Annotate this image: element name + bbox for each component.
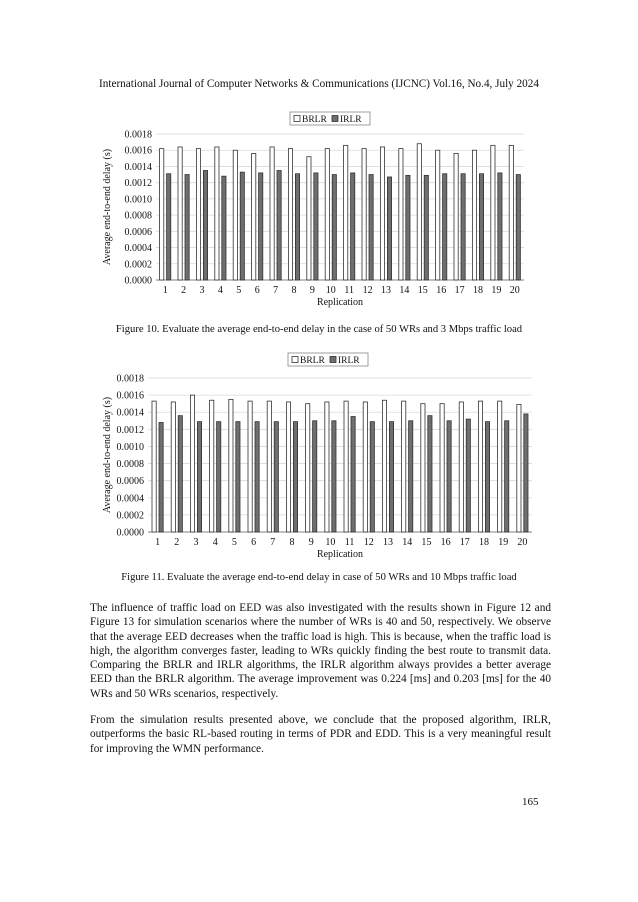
x-tick-label: 2 — [181, 285, 187, 296]
y-tick-label: 0.0016 — [124, 145, 152, 157]
x-tick-label: 10 — [325, 537, 336, 548]
y-tick-label: 0.0018 — [124, 129, 152, 141]
bar-irlr — [255, 422, 259, 532]
page-number: 165 — [522, 796, 539, 808]
y-tick-label: 0.0018 — [116, 373, 144, 385]
x-tick-label: 14 — [402, 537, 413, 548]
x-tick-label: 15 — [421, 537, 432, 548]
bar-irlr — [185, 175, 189, 280]
bar-irlr — [332, 421, 336, 532]
x-tick-label: 20 — [517, 537, 528, 548]
bar-irlr — [293, 422, 297, 532]
legend-label-irlr: IRLR — [340, 115, 362, 125]
bar-brlr — [210, 400, 214, 532]
legend-swatch-brlr — [294, 116, 300, 122]
x-tick-label: 8 — [289, 537, 295, 548]
bar-brlr — [417, 144, 421, 280]
bar-irlr — [332, 175, 336, 280]
x-tick-label: 14 — [399, 285, 410, 296]
bar-brlr — [436, 150, 440, 280]
bar-brlr — [399, 149, 403, 280]
bar-irlr — [466, 419, 470, 532]
bar-irlr — [222, 176, 226, 280]
bar-brlr — [248, 401, 252, 532]
bar-irlr — [314, 173, 318, 280]
legend-swatch-irlr — [330, 357, 336, 363]
x-tick-label: 15 — [417, 285, 428, 296]
x-tick-label: 1 — [155, 537, 161, 548]
bar-brlr — [472, 150, 476, 280]
bar-brlr — [344, 401, 348, 532]
x-tick-label: 13 — [383, 537, 393, 548]
bar-irlr — [485, 422, 489, 532]
bar-brlr — [190, 395, 194, 532]
x-tick-label: 6 — [251, 537, 257, 548]
bar-brlr — [498, 401, 502, 532]
y-tick-label: 0.0000 — [116, 527, 144, 539]
legend-label-irlr: IRLR — [338, 356, 360, 366]
bar-irlr — [409, 421, 413, 532]
x-tick-label: 17 — [454, 285, 465, 296]
bar-irlr — [516, 175, 520, 280]
bar-irlr — [351, 173, 355, 280]
bar-brlr — [229, 399, 233, 532]
bar-brlr — [509, 145, 513, 280]
bar-irlr — [406, 175, 410, 280]
bar-irlr — [167, 174, 171, 280]
bar-brlr — [160, 149, 164, 280]
y-tick-label: 0.0004 — [116, 493, 144, 505]
bar-irlr — [277, 171, 281, 281]
bar-brlr — [454, 153, 458, 280]
x-tick-label: 16 — [440, 537, 451, 548]
x-tick-label: 12 — [362, 285, 373, 296]
bar-irlr — [424, 175, 428, 280]
bar-brlr — [380, 147, 384, 280]
x-tick-label: 16 — [436, 285, 447, 296]
bar-brlr — [440, 404, 444, 532]
x-tick-label: 17 — [459, 537, 470, 548]
bar-irlr — [159, 422, 163, 532]
y-axis-label: Average end-to-end delay (s) — [102, 396, 113, 514]
y-tick-label: 0.0012 — [124, 178, 152, 190]
bar-irlr — [428, 416, 432, 532]
bar-irlr — [351, 417, 355, 533]
bar-irlr — [236, 422, 240, 532]
bar-brlr — [491, 145, 495, 280]
y-tick-label: 0.0006 — [124, 226, 152, 238]
y-tick-label: 0.0008 — [124, 210, 152, 222]
x-tick-label: 11 — [344, 537, 355, 548]
bar-irlr — [447, 421, 451, 532]
figure-10-svg — [100, 108, 536, 312]
results-paragraph: The influence of traffic load on EED was also investigated with the results shown in Figure 12 and Figure 13 for simulation scenarios where the number of WRs is 40 and 50, respectively. We observe that the average EED decreases when the traffic load is high. This is because, when the traffic load is high, the algorithm converges faster, leading to WRs quickly finding the best route to transmit data. Comparing the BRLR and IRLR algorithms, the IRLR algorithm always provides a better average EED than the BRLR algorithm. The average improvement was 0.224 [ms] and 0.203 [ms] for the 40 WRs and 50 WRs scenarios, respectively. — [90, 602, 551, 700]
bar-irlr — [370, 422, 374, 532]
bar-irlr — [369, 175, 373, 280]
x-tick-label: 18 — [479, 537, 489, 548]
bar-brlr — [171, 402, 175, 532]
x-tick-label: 7 — [273, 285, 279, 296]
x-tick-label: 9 — [308, 537, 314, 548]
x-tick-label: 3 — [193, 537, 199, 548]
bar-irlr — [313, 421, 317, 532]
x-tick-label: 19 — [498, 537, 509, 548]
x-tick-label: 4 — [217, 285, 223, 296]
bar-irlr — [203, 171, 207, 281]
bar-irlr — [178, 416, 182, 532]
conclusion-paragraph: From the simulation results presented above, we conclude that the proposed algorithm, IRLR, outperforms the basic RL-based routing in terms of PDR and EDD. This is a very meaningful result for improving the WMN performance. — [90, 714, 551, 755]
y-tick-label: 0.0012 — [116, 424, 144, 436]
legend-label-brlr: BRLR — [300, 356, 325, 366]
x-tick-label: 3 — [199, 285, 205, 296]
bar-brlr — [267, 401, 271, 532]
bar-brlr — [270, 147, 274, 280]
bar-brlr — [288, 149, 292, 280]
y-tick-label: 0.0008 — [116, 459, 144, 471]
figure-11-caption: Figure 11. Evaluate the average end-to-end delay in case of 50 WRs and 10 Mbps traffic load — [121, 572, 517, 583]
x-tick-label: 20 — [509, 285, 520, 296]
bar-brlr — [325, 402, 329, 532]
x-tick-label: 1 — [162, 285, 168, 296]
x-axis-label: Replication — [316, 549, 364, 560]
bar-brlr — [307, 157, 311, 280]
bar-brlr — [402, 401, 406, 532]
x-tick-label: 5 — [236, 285, 242, 296]
journal-header: International Journal of Computer Networks & Communications (IJCNC) Vol.16, No.4, July 2024 — [99, 78, 539, 90]
x-tick-label: 4 — [212, 537, 218, 548]
bar-brlr — [517, 405, 521, 532]
legend-swatch-irlr — [332, 116, 338, 122]
bar-brlr — [215, 147, 219, 280]
y-tick-label: 0.0000 — [124, 275, 152, 287]
y-axis-label: Average end-to-end delay (s) — [102, 148, 113, 266]
figure-10-chart — [100, 108, 536, 312]
x-tick-label: 10 — [325, 285, 336, 296]
bar-irlr — [295, 174, 299, 280]
y-tick-label: 0.0014 — [124, 161, 152, 173]
x-tick-label: 2 — [174, 537, 180, 548]
x-tick-label: 7 — [270, 537, 276, 548]
x-tick-label: 5 — [231, 537, 237, 548]
y-tick-label: 0.0002 — [124, 259, 152, 271]
bar-irlr — [274, 422, 278, 532]
bar-irlr — [389, 422, 393, 532]
bar-brlr — [478, 401, 482, 532]
bar-irlr — [387, 177, 391, 280]
bar-irlr — [217, 422, 221, 532]
bar-irlr — [498, 173, 502, 280]
bar-brlr — [252, 153, 256, 280]
x-tick-label: 9 — [309, 285, 315, 296]
legend-label-brlr: BRLR — [302, 115, 327, 125]
bar-brlr — [421, 404, 425, 532]
bar-brlr — [286, 402, 290, 532]
bar-irlr — [240, 172, 244, 280]
y-tick-label: 0.0010 — [124, 194, 152, 206]
bar-brlr — [459, 402, 463, 532]
y-tick-label: 0.0014 — [116, 407, 144, 419]
bar-irlr — [461, 174, 465, 280]
x-tick-label: 8 — [291, 285, 297, 296]
bar-irlr — [524, 414, 528, 532]
bar-brlr — [344, 145, 348, 280]
x-tick-label: 18 — [473, 285, 483, 296]
y-tick-label: 0.0002 — [116, 510, 144, 522]
figure-11-chart — [100, 350, 536, 562]
x-tick-label: 12 — [363, 537, 374, 548]
x-axis-label: Replication — [316, 297, 364, 308]
figure-11-svg — [100, 350, 536, 562]
y-tick-label: 0.0016 — [116, 390, 144, 402]
bar-brlr — [362, 149, 366, 280]
x-tick-label: 13 — [381, 285, 391, 296]
bar-irlr — [197, 422, 201, 532]
bar-brlr — [178, 147, 182, 280]
bar-brlr — [196, 149, 200, 280]
bar-brlr — [152, 401, 156, 532]
legend-swatch-brlr — [292, 357, 298, 363]
x-tick-label: 6 — [254, 285, 260, 296]
bar-brlr — [233, 150, 237, 280]
bar-brlr — [325, 149, 329, 280]
bar-irlr — [505, 421, 509, 532]
y-tick-label: 0.0010 — [116, 441, 144, 453]
bar-brlr — [363, 402, 367, 532]
bar-irlr — [259, 173, 263, 280]
bar-brlr — [382, 400, 386, 532]
figure-10-caption: Figure 10. Evaluate the average end-to-end delay in the case of 50 WRs and 3 Mbps traffic load — [115, 324, 523, 335]
y-tick-label: 0.0004 — [124, 243, 152, 255]
y-tick-label: 0.0006 — [116, 476, 144, 488]
bar-brlr — [306, 404, 310, 532]
bar-irlr — [479, 174, 483, 280]
x-tick-label: 19 — [491, 285, 502, 296]
bar-irlr — [443, 174, 447, 280]
x-tick-label: 11 — [344, 285, 355, 296]
